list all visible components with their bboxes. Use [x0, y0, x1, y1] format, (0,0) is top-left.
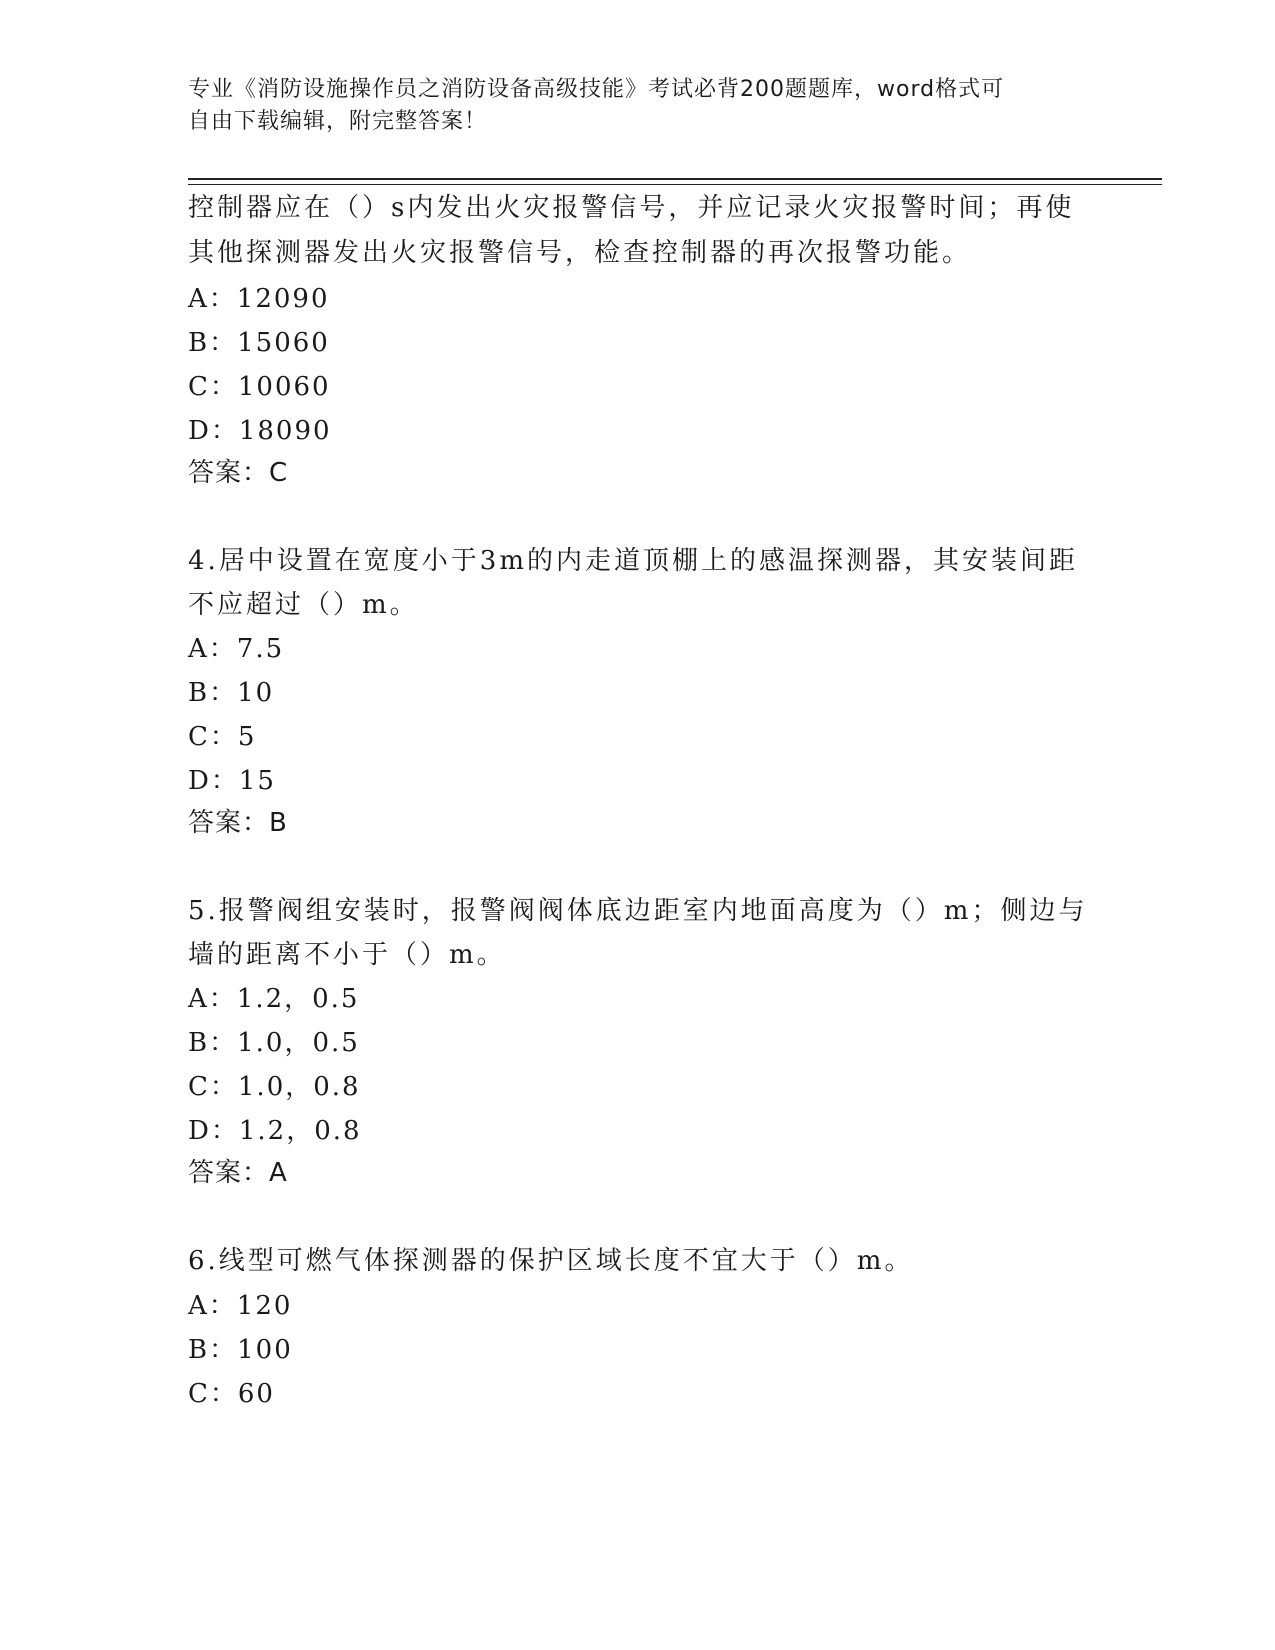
- question-6-text-line-1: 6.线型可燃气体探测器的保护区域长度不宜大于（）m。: [188, 1246, 914, 1276]
- question-5-text-line-2: 墙的距离不小于（）m。: [188, 940, 506, 970]
- document-header: [188, 74, 1088, 138]
- question-4-option-d: D：15: [188, 766, 276, 796]
- question-5-option-a: A：1.2，0.5: [188, 984, 360, 1014]
- question-5-option-d: D：1.2，0.8: [188, 1116, 362, 1146]
- question-4-text-line-1: 4.居中设置在宽度小于3m的内走道顶棚上的感温探测器，其安装间距: [188, 546, 1079, 576]
- question-3-option-c: C：10060: [188, 372, 331, 402]
- question-5-option-c: C：1.0，0.8: [188, 1072, 361, 1102]
- question-4-option-b: B：10: [188, 678, 275, 708]
- question-3-option-a: A：12090: [188, 284, 330, 314]
- question-5-option-b: B：1.0，0.5: [188, 1028, 360, 1058]
- question-5-answer: 答案：A: [188, 1158, 288, 1188]
- question-4-answer: 答案：B: [188, 808, 288, 838]
- question-6-option-b: B：100: [188, 1335, 293, 1365]
- question-6-option-a: A：120: [188, 1291, 293, 1321]
- question-6-option-c: C：60: [188, 1379, 275, 1409]
- question-5-text-line-1: 5.报警阀组安装时，报警阀阀体底边距室内地面高度为（）m；侧边与: [188, 896, 1088, 926]
- header-line-1: 专业《消防设施操作员之消防设备高级技能》考试必背200题题库，word格式可: [188, 77, 1005, 102]
- question-3-answer: 答案：C: [188, 458, 289, 488]
- header-divider-thin: [188, 184, 1162, 185]
- question-4-text-line-2: 不应超过（）m。: [188, 590, 419, 620]
- question-3-option-d: D：18090: [188, 416, 332, 446]
- question-4-option-a: A：7.5: [188, 634, 285, 664]
- question-3-text-line-1: 控制器应在（）s内发出火灾报警信号，并应记录火灾报警时间；再使: [188, 193, 1075, 223]
- question-4-option-c: C：5: [188, 722, 257, 752]
- header-line-2: 自由下载编辑，附完整答案！: [188, 109, 488, 134]
- question-3-option-b: B：15060: [188, 328, 330, 358]
- question-3-text-line-2: 其他探测器发出火灾报警信号，检查控制器的再次报警功能。: [188, 238, 972, 268]
- header-divider-thick: [188, 178, 1162, 180]
